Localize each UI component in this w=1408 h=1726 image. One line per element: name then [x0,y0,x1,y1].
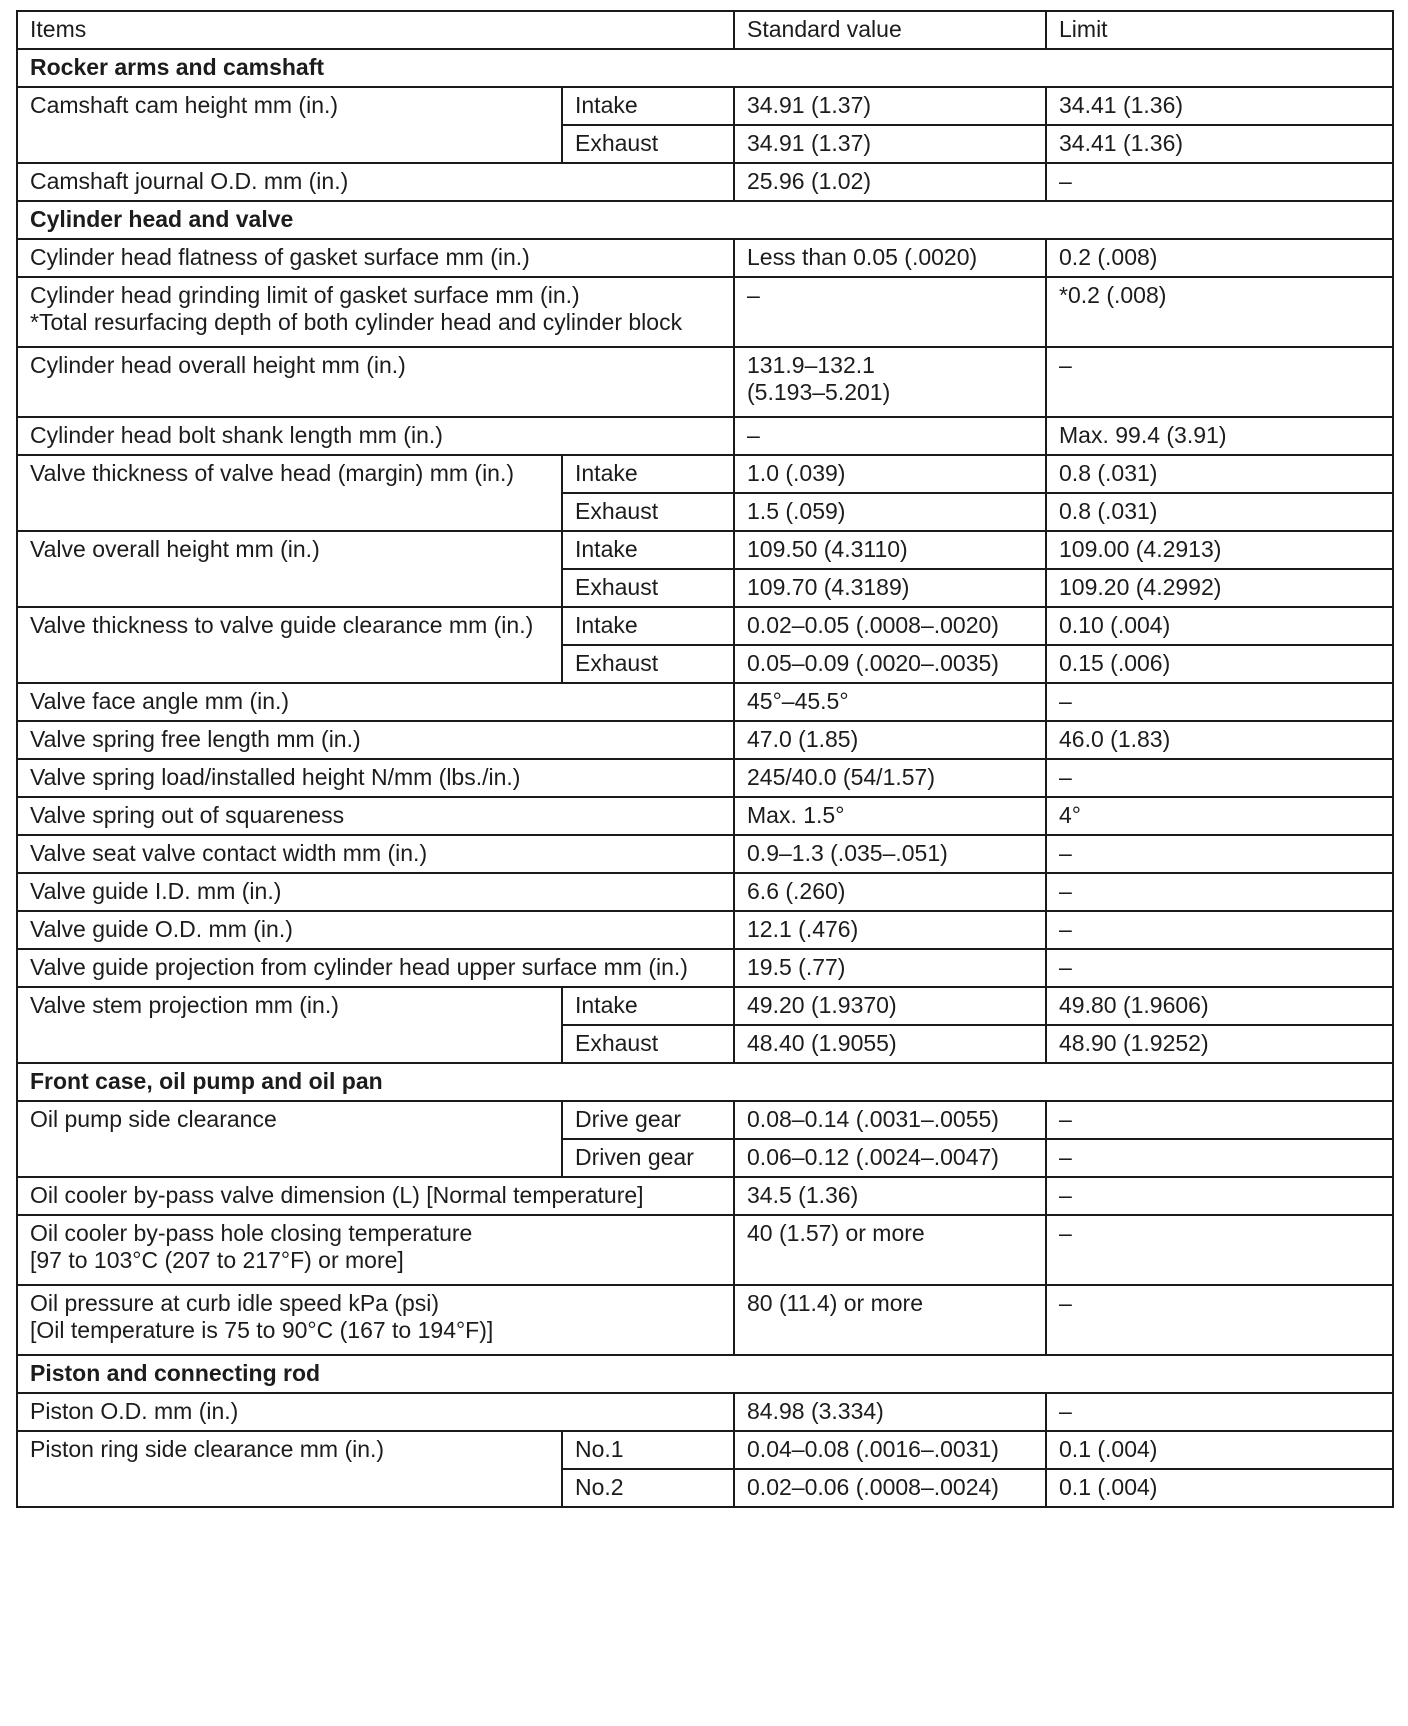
standard-value [734,347,1046,417]
header-limit: Limit [1046,11,1393,49]
table-row [17,987,1393,1025]
limit-value: 49.80 (1.9606) [1046,987,1393,1025]
standard-value-line: 131.9–132.1 [747,352,875,378]
item-label: Valve stem projection mm (in.) [17,987,562,1063]
table-row [17,277,1393,347]
limit-value: – [1046,873,1393,911]
limit-value: – [1046,1177,1393,1215]
item-label [17,1285,734,1355]
item-label: Valve overall height mm (in.) [17,531,562,607]
limit-value: 34.41 (1.36) [1046,87,1393,125]
item-note-line: [97 to 103°C (207 to 217°F) or more] [30,1247,404,1273]
limit-value: 0.10 (.004) [1046,607,1393,645]
standard-value: 19.5 (.77) [734,949,1046,987]
section-rocker: Rocker arms and camshaft [17,49,1393,87]
limit-value: 0.1 (.004) [1046,1431,1393,1469]
item-label: Valve spring load/installed height N/mm (lbs./in.) [17,759,734,797]
table-row [17,1177,1393,1215]
limit-value: – [1046,1101,1393,1139]
table-row [17,87,1393,125]
item-label: Valve spring out of squareness [17,797,734,835]
item-label-line: Oil pressure at curb idle speed kPa (psi) [30,1290,440,1316]
table-row [17,683,1393,721]
sub-label: Exhaust [562,493,734,531]
table-row [17,607,1393,645]
table-row [17,347,1393,417]
item-label: Valve thickness to valve guide clearance mm (in.) [17,607,562,683]
item-label: Valve spring free length mm (in.) [17,721,734,759]
sub-label: No.1 [562,1431,734,1469]
standard-value: 25.96 (1.02) [734,163,1046,201]
sub-label: Intake [562,607,734,645]
sub-label: Drive gear [562,1101,734,1139]
table-row [17,911,1393,949]
sub-label: Intake [562,87,734,125]
table-row [17,873,1393,911]
item-label: Cylinder head overall height mm (in.) [17,347,734,417]
standard-value: Less than 0.05 (.0020) [734,239,1046,277]
standard-value: 0.02–0.05 (.0008–.0020) [734,607,1046,645]
section-front: Front case, oil pump and oil pan [17,1063,1393,1101]
item-label: Valve thickness of valve head (margin) mm (in.) [17,455,562,531]
standard-value: 45°–45.5° [734,683,1046,721]
standard-value: 1.0 (.039) [734,455,1046,493]
limit-value: – [1046,759,1393,797]
table-row [17,417,1393,455]
item-label: Valve seat valve contact width mm (in.) [17,835,734,873]
limit-value: – [1046,835,1393,873]
standard-value: 0.9–1.3 (.035–.051) [734,835,1046,873]
sub-label: Exhaust [562,645,734,683]
table-row [17,455,1393,493]
limit-value: 0.1 (.004) [1046,1469,1393,1507]
spec-sheet [16,10,1392,1508]
limit-value: – [1046,1393,1393,1431]
standard-value: 49.20 (1.9370) [734,987,1046,1025]
limit-value: 0.2 (.008) [1046,239,1393,277]
table-row [17,239,1393,277]
item-label: Oil pump side clearance [17,1101,562,1177]
standard-value: 1.5 (.059) [734,493,1046,531]
item-label: Piston O.D. mm (in.) [17,1393,734,1431]
section-row [17,1063,1393,1101]
section-row [17,1355,1393,1393]
sub-label: Exhaust [562,1025,734,1063]
limit-value: – [1046,1215,1393,1285]
limit-value: – [1046,683,1393,721]
section-row [17,201,1393,239]
limit-value: – [1046,1139,1393,1177]
sub-label: Intake [562,987,734,1025]
table-row [17,721,1393,759]
section-row [17,49,1393,87]
table-row [17,1101,1393,1139]
header-row [17,11,1393,49]
limit-value: Max. 99.4 (3.91) [1046,417,1393,455]
limit-value: – [1046,911,1393,949]
item-label [17,277,734,347]
spec-table [16,10,1394,1508]
standard-value: 0.08–0.14 (.0031–.0055) [734,1101,1046,1139]
standard-value: 109.50 (4.3110) [734,531,1046,569]
standard-value: – [734,277,1046,347]
item-label: Valve face angle mm (in.) [17,683,734,721]
limit-value: – [1046,1285,1393,1355]
item-label: Cylinder head bolt shank length mm (in.) [17,417,734,455]
item-label: Oil cooler by-pass valve dimension (L) [Normal temperature] [17,1177,734,1215]
section-head: Cylinder head and valve [17,201,1393,239]
limit-value: 109.00 (4.2913) [1046,531,1393,569]
standard-value: 0.04–0.08 (.0016–.0031) [734,1431,1046,1469]
standard-value: – [734,417,1046,455]
limit-value: 0.15 (.006) [1046,645,1393,683]
table-row [17,797,1393,835]
sub-label: No.2 [562,1469,734,1507]
table-row [17,1393,1393,1431]
item-label-line: Cylinder head grinding limit of gasket surface mm (in.) [30,282,580,308]
standard-value: 34.91 (1.37) [734,87,1046,125]
standard-value: 0.06–0.12 (.0024–.0047) [734,1139,1046,1177]
limit-value: 0.8 (.031) [1046,455,1393,493]
item-label: Camshaft journal O.D. mm (in.) [17,163,734,201]
item-note-line: *Total resurfacing depth of both cylinder head and cylinder block [30,309,683,335]
item-label: Camshaft cam height mm (in.) [17,87,562,163]
header-standard: Standard value [734,11,1046,49]
table-row [17,1431,1393,1469]
standard-value: 47.0 (1.85) [734,721,1046,759]
sub-label: Exhaust [562,569,734,607]
table-row [17,949,1393,987]
standard-value: 245/40.0 (54/1.57) [734,759,1046,797]
standard-value: 34.91 (1.37) [734,125,1046,163]
table-row [17,759,1393,797]
sub-label: Intake [562,455,734,493]
item-label: Valve guide projection from cylinder head upper surface mm (in.) [17,949,734,987]
limit-value: – [1046,347,1393,417]
section-piston: Piston and connecting rod [17,1355,1393,1393]
standard-value: Max. 1.5° [734,797,1046,835]
limit-value: – [1046,163,1393,201]
limit-value: 4° [1046,797,1393,835]
standard-value-line: (5.193–5.201) [747,379,891,405]
table-row [17,835,1393,873]
table-row [17,163,1393,201]
limit-value: *0.2 (.008) [1046,277,1393,347]
limit-value: – [1046,949,1393,987]
standard-value: 84.98 (3.334) [734,1393,1046,1431]
standard-value: 80 (11.4) or more [734,1285,1046,1355]
table-row [17,1285,1393,1355]
table-row [17,1215,1393,1285]
table-row [17,531,1393,569]
limit-value: 109.20 (4.2992) [1046,569,1393,607]
limit-value: 0.8 (.031) [1046,493,1393,531]
sub-label: Intake [562,531,734,569]
item-label-line: Oil cooler by-pass hole closing temperature [30,1220,473,1246]
item-label: Piston ring side clearance mm (in.) [17,1431,562,1507]
item-label [17,1215,734,1285]
header-items: Items [17,11,734,49]
item-label: Cylinder head flatness of gasket surface mm (in.) [17,239,734,277]
standard-value: 48.40 (1.9055) [734,1025,1046,1063]
sub-label: Driven gear [562,1139,734,1177]
limit-value: 48.90 (1.9252) [1046,1025,1393,1063]
standard-value: 109.70 (4.3189) [734,569,1046,607]
standard-value: 0.02–0.06 (.0008–.0024) [734,1469,1046,1507]
item-note-line: [Oil temperature is 75 to 90°C (167 to 194°F)] [30,1317,494,1343]
limit-value: 46.0 (1.83) [1046,721,1393,759]
standard-value: 40 (1.57) or more [734,1215,1046,1285]
standard-value: 0.05–0.09 (.0020–.0035) [734,645,1046,683]
item-label: Valve guide O.D. mm (in.) [17,911,734,949]
standard-value: 6.6 (.260) [734,873,1046,911]
item-label: Valve guide I.D. mm (in.) [17,873,734,911]
standard-value: 34.5 (1.36) [734,1177,1046,1215]
standard-value: 12.1 (.476) [734,911,1046,949]
sub-label: Exhaust [562,125,734,163]
limit-value: 34.41 (1.36) [1046,125,1393,163]
